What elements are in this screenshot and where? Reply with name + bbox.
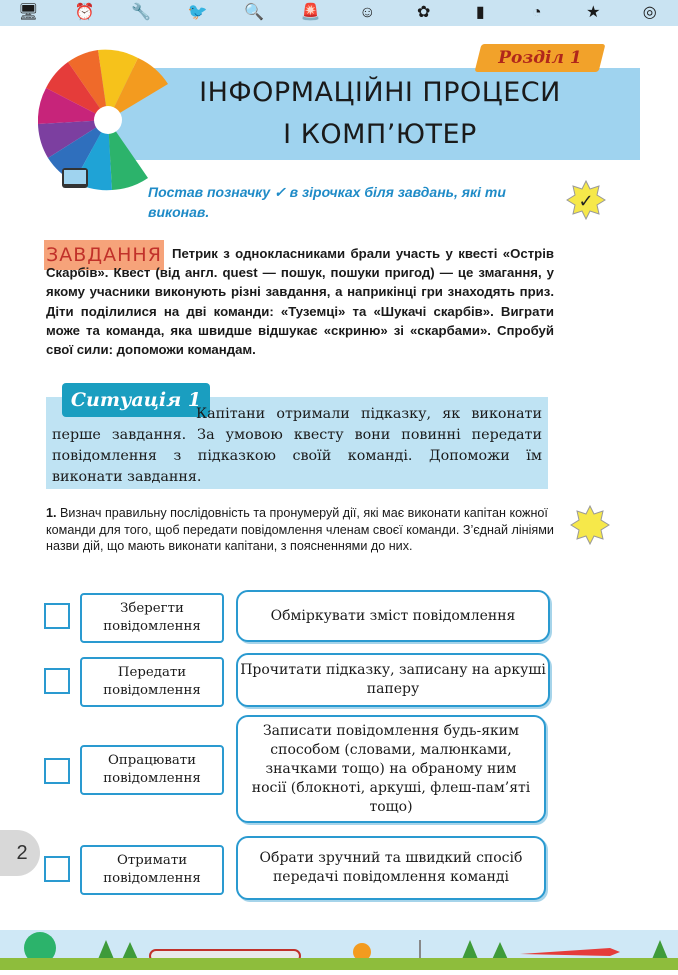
star-checkbox-icon[interactable] bbox=[570, 505, 610, 545]
chapter-label: Розділ 1 bbox=[498, 48, 582, 68]
number-checkbox[interactable] bbox=[44, 856, 70, 882]
usb-icon: ▮ bbox=[475, 4, 485, 21]
question-number: 1. bbox=[46, 506, 57, 520]
action-box[interactable] bbox=[80, 657, 224, 707]
number-checkbox[interactable] bbox=[44, 668, 70, 694]
check-mark: ✓ bbox=[578, 191, 594, 212]
number-checkbox[interactable] bbox=[44, 603, 70, 629]
ground-strip bbox=[0, 958, 678, 970]
top-icon-strip bbox=[0, 0, 678, 26]
description-text: Обрати зручний та швидкий спосіб передачі повідомлення команді bbox=[259, 850, 523, 885]
task-text: Петрик з однокласниками брали участь у квесті «Острів Скарбів». Квест (від англ. quest — пошук, пошуки пригод) — це змагання, у якому учасники виконують різні завдання, а наприкінці гри знаходять приз. Діти поділилися на дві команди: «Туземці» та «Шукачі скарбів». Виграти може та команда, яка швидше відшукає «скриню» зі «скарбами». Спробуй свої сили: допоможи командам. bbox=[46, 246, 554, 358]
page-title bbox=[140, 72, 620, 156]
instruction-text: Постав позначку ✓ в зірочках біля завдань, які ти виконав. bbox=[148, 184, 506, 220]
siren-icon: 🚨 bbox=[300, 4, 321, 21]
description-text: Обміркувати зміст повідомлення bbox=[270, 607, 516, 624]
title-line-1: ІНФОРМАЦІЙНІ ПРОЦЕСИ bbox=[199, 77, 561, 108]
description-box[interactable] bbox=[236, 836, 546, 900]
disc-icon: ◎ bbox=[642, 4, 657, 21]
number-checkbox[interactable] bbox=[44, 758, 70, 784]
smiley-icon: ☺ bbox=[359, 4, 376, 21]
question-text bbox=[46, 505, 556, 555]
monitor-icon: 🖥 bbox=[18, 4, 39, 21]
task-label: ЗАВДАННЯ bbox=[46, 244, 162, 266]
action-label: Отримати повідомлення bbox=[103, 853, 201, 886]
description-box[interactable] bbox=[236, 715, 546, 823]
star-checkbox-icon[interactable] bbox=[566, 180, 606, 220]
alarm-clock-icon: ⏰ bbox=[74, 4, 95, 21]
question-body: Визнач правильну послідовність та пронумеруй дії, які має виконати капітан кожної команди для того, щоб передати повідомлення членам своєї команди. З’єднай лініями назви дій, що мають виконати капітани, з поясненнями до них. bbox=[46, 506, 554, 553]
action-box[interactable] bbox=[80, 845, 224, 895]
situation-text: Капітани отримали підказку, як виконати перше завдання. За умовою квесту вони повинні передати повідомлення з підказкою своїй команді. Допоможи їм виконати завдання. bbox=[52, 406, 542, 485]
action-box[interactable] bbox=[80, 593, 224, 643]
page-number-tab bbox=[0, 830, 40, 876]
airplane-icon bbox=[520, 948, 620, 956]
bird-icon: 🐦 bbox=[187, 4, 208, 21]
action-label: Опрацювати повідомлення bbox=[103, 753, 201, 786]
chapter-tag bbox=[475, 44, 606, 72]
description-box[interactable] bbox=[236, 653, 550, 707]
action-label: Передати повідомлення bbox=[103, 665, 201, 698]
description-text: Записати повідомлення будь-яким способом (словами, малюнками, значками тощо) на обраному ним носії (блокноті, аркуші, флеш-пам’яті тощо) bbox=[251, 722, 531, 815]
situation-label: Ситуація 1 bbox=[70, 389, 202, 411]
flower-icon: ✿ bbox=[417, 4, 431, 21]
description-text: Прочитати підказку, записану на аркуші паперу bbox=[240, 662, 546, 697]
page-number: 2 bbox=[16, 842, 28, 864]
magnifier-icon: 🔍 bbox=[244, 4, 265, 21]
title-line-2: І КОМП’ЮТЕР bbox=[283, 119, 477, 150]
action-box[interactable] bbox=[80, 745, 224, 795]
action-label: Зберегти повідомлення bbox=[103, 601, 201, 634]
star-icon: ★ bbox=[586, 4, 601, 21]
wrench-icon: 🔧 bbox=[131, 4, 152, 21]
description-box[interactable] bbox=[236, 590, 550, 642]
pacman-icon: ◔ bbox=[531, 4, 542, 21]
